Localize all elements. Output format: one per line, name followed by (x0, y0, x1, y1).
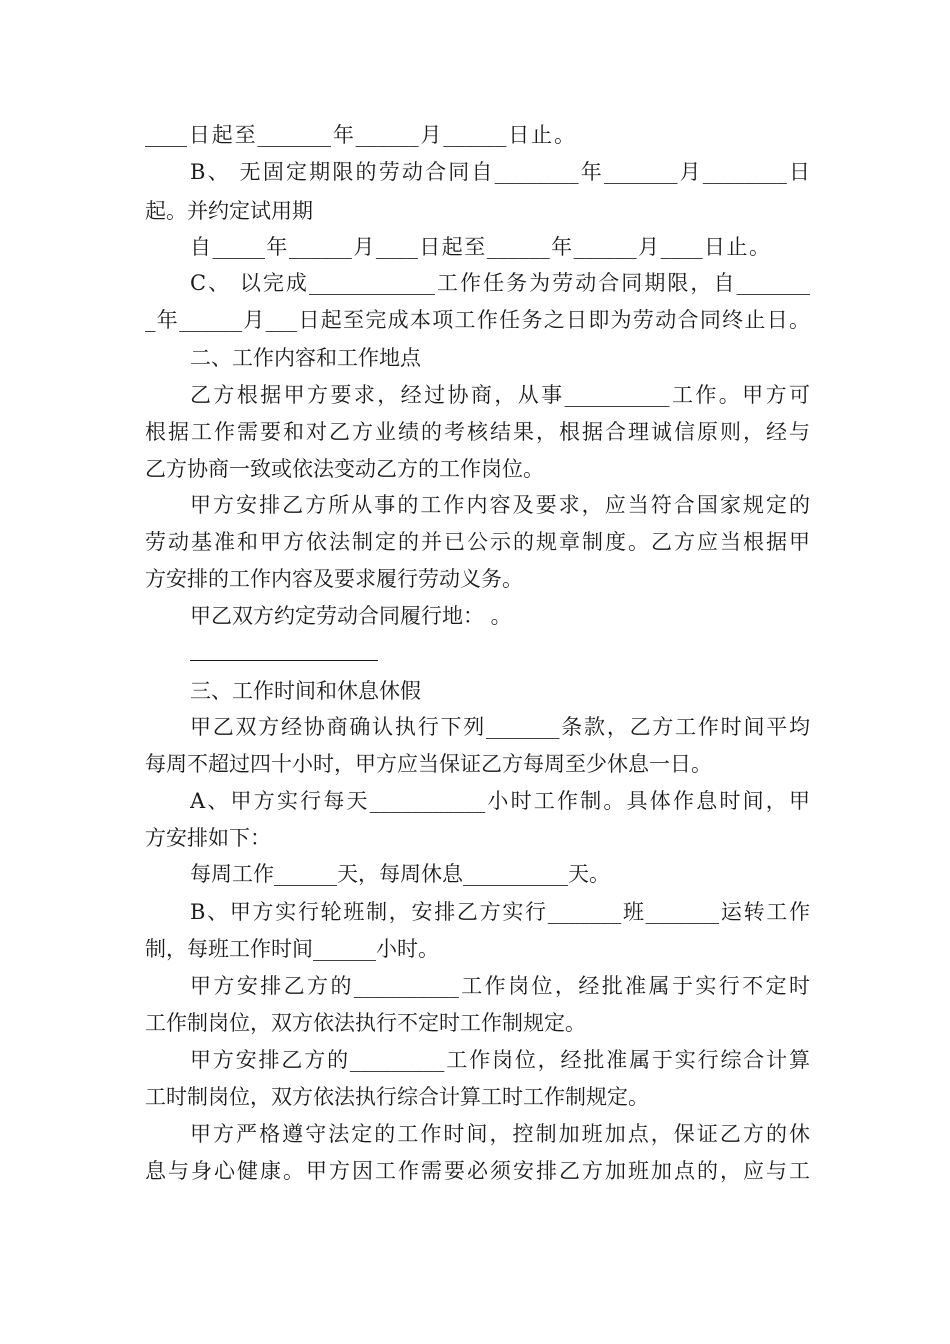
text-line: 甲乙双方经协商确认执行下列_______条款，乙方工作时间平均 (190, 715, 810, 739)
text-line: 甲方安排乙方所从事的工作内容及要求，应当符合国家规定的 (190, 493, 810, 517)
text-line: _年______月___日起至完成本项工作任务之日即为劳动合同终止日。 (145, 308, 810, 332)
text-line: B、甲方实行轮班制，安排乙方实行_______班_______运转工作 (190, 900, 810, 924)
text-line: 甲方安排乙方的__________工作岗位，经批准属于实行不定时 (190, 974, 810, 998)
text-line: 每周不超过四十小时，甲方应当保证乙方每周至少休息一日。 (145, 752, 712, 776)
section-heading: 三、工作时间和休息休假 (190, 679, 421, 703)
text-line: B、 无固定期限的劳动合同自________年_______月________日 (190, 160, 810, 184)
text-line: 工时制岗位，双方依法执行综合计算工时工作制规定。 (145, 1085, 649, 1109)
text-line: 每周工作______天，每周休息__________天。 (190, 862, 610, 886)
text-line: 根据工作需要和对乙方业绩的考核结果，根据合理诚信原则，经与 (145, 420, 810, 444)
text-line: 劳动基准和甲方依法制定的并已公示的规章制度。乙方应当根据甲 (145, 530, 810, 554)
text-line: 工作制岗位，双方依法执行不定时工作制规定。 (145, 1011, 586, 1035)
text-line: 甲方严格遵守法定的工作时间，控制加班加点，保证乙方的休 (190, 1122, 810, 1146)
text-line: 乙方根据甲方要求，经过协商，从事__________工作。甲方可 (190, 383, 810, 407)
text-line: 甲方安排乙方的_________工作岗位，经批准属于实行综合计算 (190, 1048, 810, 1072)
text-line: 起。并约定试用期 (145, 199, 313, 223)
section-heading: 二、工作内容和工作地点 (190, 346, 421, 370)
blank-underline (190, 660, 378, 661)
text-line: 方安排的工作内容及要求履行劳动义务。 (145, 567, 523, 591)
text-line: ____日起至_______年______月______日止。 (145, 123, 575, 147)
text-line: 息与身心健康。甲方因工作需要必须安排乙方加班加点的，应与工 (145, 1159, 810, 1183)
text-line: 方安排如下： (145, 826, 271, 850)
text-line: A、甲方实行每天___________小时工作制。具体作息时间，甲 (190, 789, 810, 813)
text-line: 甲乙双方约定劳动合同履行地： 。 (190, 604, 512, 628)
text-line: C、 以完成____________工作任务为劳动合同期限，自_______ (190, 271, 810, 295)
text-line: 乙方协商一致或依法变动乙方的工作岗位。 (145, 457, 544, 481)
text-line: 制，每班工作时间______小时。 (145, 937, 439, 961)
text-line: 自_____年______月____日起至______年______月____日止。 (190, 235, 770, 259)
